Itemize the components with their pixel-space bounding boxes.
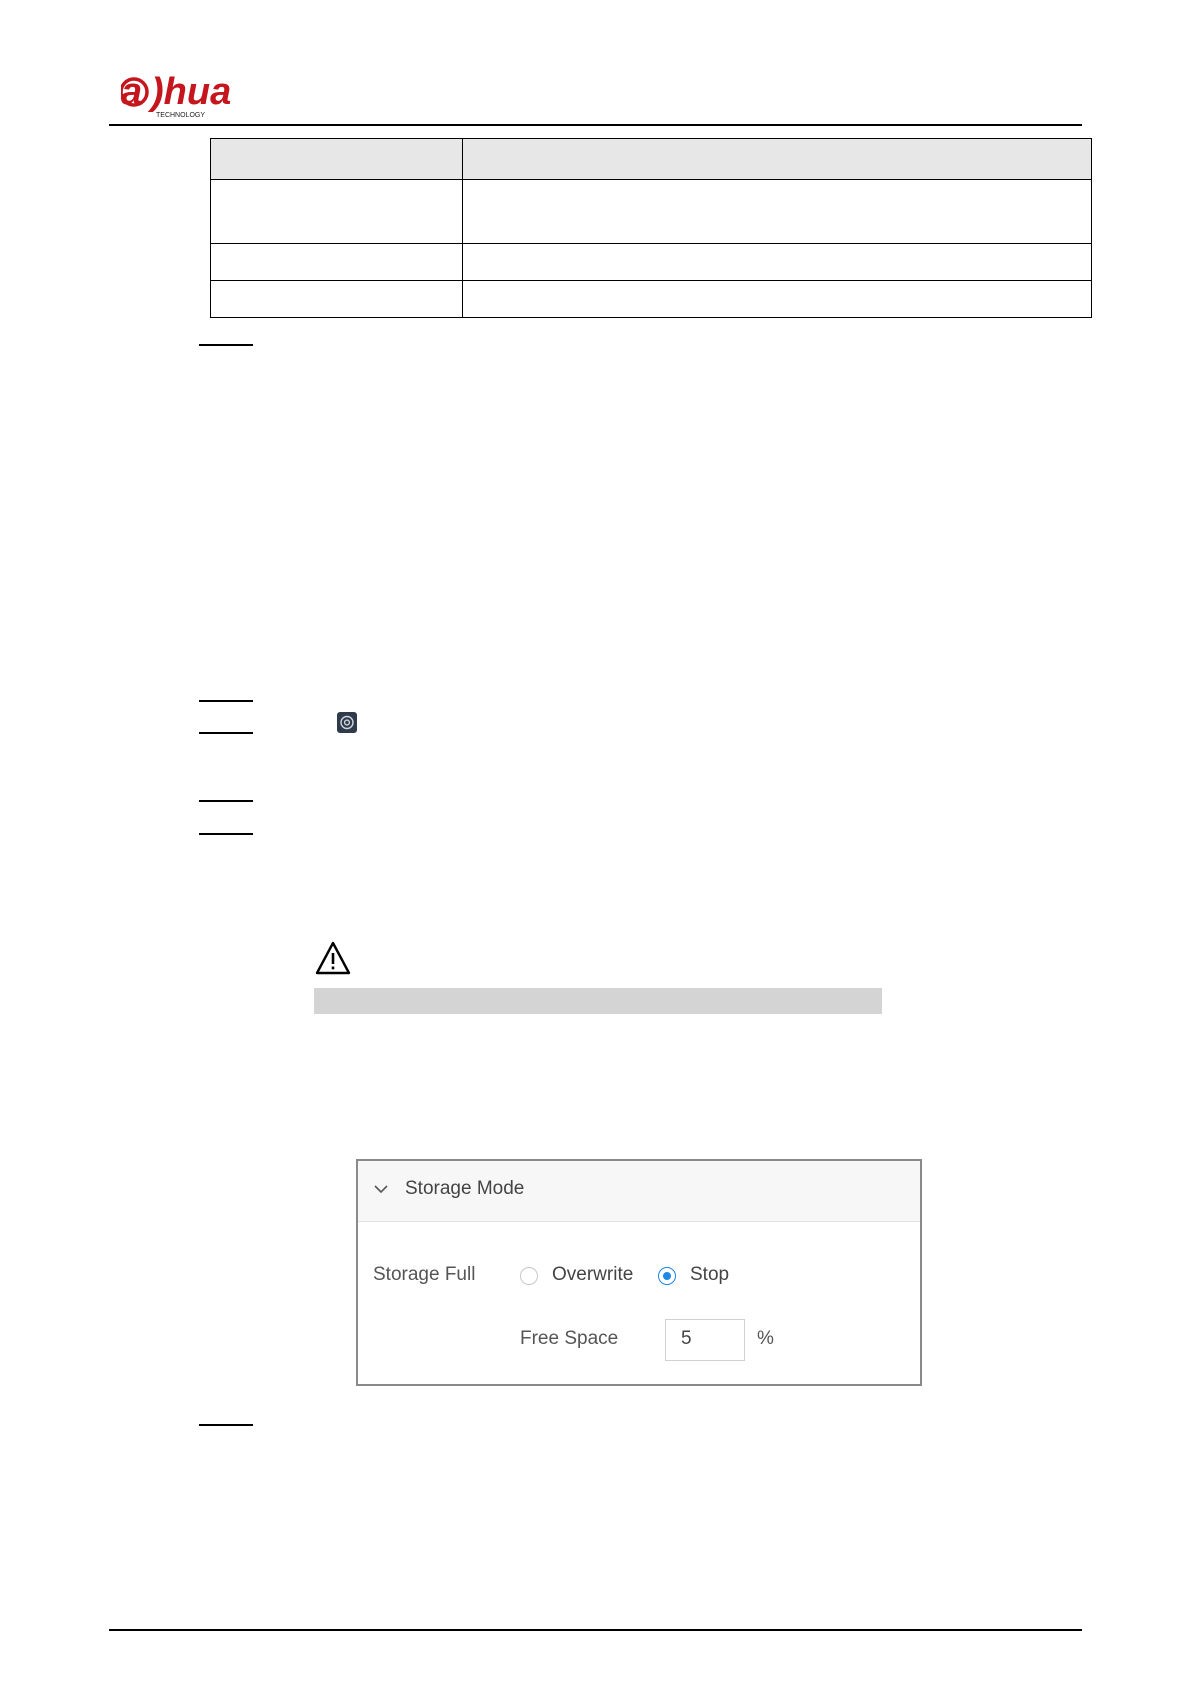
chevron-down-icon[interactable] [373,1181,389,1197]
footer-rule [109,1629,1082,1631]
warning-triangle-icon [314,940,352,976]
table-cell [211,281,463,318]
table-cell [211,244,463,281]
table-cell [211,180,463,244]
step-marker [199,1424,253,1426]
table-cell [463,281,1092,318]
svg-text:)hua: )hua [151,71,232,113]
stop-radio[interactable] [658,1267,676,1285]
step-marker [199,800,253,802]
step-marker [199,700,253,702]
caution-heading-bar [314,988,882,1014]
table-header-row [211,139,1092,180]
parameter-table [210,138,1092,318]
step-marker [199,833,253,835]
stop-label[interactable]: Stop [690,1264,730,1285]
table-header-cell [211,139,463,180]
step-marker [199,344,253,346]
table-row [211,180,1092,244]
table-row [211,244,1092,281]
percent-unit: % [757,1328,774,1349]
free-space-label: Free Space [520,1328,619,1349]
table-cell [463,180,1092,244]
header-rule [109,124,1082,126]
free-space-input[interactable]: 5 [665,1319,745,1361]
step-marker [199,732,253,734]
gear-icon [337,712,357,733]
storage-mode-header[interactable] [358,1161,920,1222]
dahua-logo [121,70,261,120]
panel-title: Storage Mode [405,1178,525,1199]
table-row [211,281,1092,318]
storage-full-label: Storage Full [373,1264,476,1285]
svg-text:TECHNOLOGY: TECHNOLOGY [156,112,206,119]
table-cell [463,244,1092,281]
storage-mode-panel [356,1159,922,1386]
svg-text:a: a [121,71,143,113]
table-header-cell [463,139,1092,180]
overwrite-radio[interactable] [520,1267,538,1285]
overwrite-label[interactable]: Overwrite [552,1264,634,1285]
